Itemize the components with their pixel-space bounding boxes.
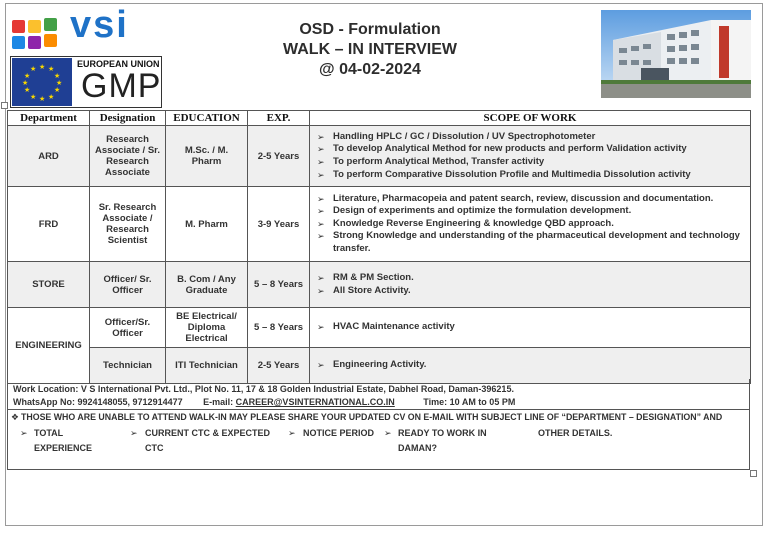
title-line-1: OSD - Formulation	[299, 21, 441, 38]
table-resize-handle[interactable]	[750, 470, 757, 477]
work-location: Work Location: V S International Pvt. Ltd., Plot No. 11, 17 & 18 Golden Industrial Estate, Dabhel Road, Daman-396215.	[13, 384, 514, 394]
department-cell: ARD	[8, 126, 90, 187]
interview-time: Time: 10 AM to 05 PM	[423, 397, 516, 407]
experience-cell: 5 – 8 Years	[248, 262, 310, 308]
eu-flag-icon: ★ ★ ★ ★ ★ ★ ★ ★ ★ ★ ★ ★	[12, 58, 72, 106]
detail-ready-to-work: READY TO WORK IN DAMAN?	[398, 428, 487, 453]
scope-item: ➢ Knowledge Reverse Engineering & knowledge QBD approach.	[313, 218, 747, 231]
job-openings-table	[7, 110, 751, 384]
scope-cell	[310, 187, 751, 262]
email-label: E-mail:	[203, 397, 234, 407]
table-row	[8, 126, 751, 187]
eu-label: EUROPEAN UNION	[77, 59, 160, 69]
education-cell: ITI Technician	[166, 348, 248, 384]
scope-item: ➢ To perform Analytical Method, Transfer activity	[313, 156, 747, 169]
arrow-icon: ➢	[288, 428, 296, 438]
education-cell: B. Com / Any Graduate	[166, 262, 248, 308]
header-experience: EXP.	[248, 111, 310, 126]
scope-item: ➢ RM & PM Section.	[313, 272, 747, 285]
contact-line	[7, 397, 750, 409]
header-designation: Designation	[90, 111, 166, 126]
scope-item: ➢ Strong Knowledge and understanding of the pharmaceutical development and technology transfer.	[313, 230, 747, 255]
scope-item: ➢ Literature, Pharmacopeia and patent search, review, discussion and documentation.	[313, 193, 747, 206]
table-row	[8, 308, 751, 348]
header-education: EDUCATION	[166, 111, 248, 126]
education-cell: M. Pharm	[166, 187, 248, 262]
scope-item: ➢ Design of experiments and optimize the formulation development.	[313, 205, 747, 218]
header-scope-of-work: SCOPE OF WORK	[310, 111, 751, 126]
gmp-label: GMP	[81, 67, 162, 105]
email-link[interactable]: CAREER@VSINTERNATIONAL.CO.IN	[235, 397, 395, 407]
title-line-2: WALK – IN INTERVIEW	[283, 41, 457, 58]
page-title	[220, 20, 520, 80]
vsi-dots-icon	[12, 20, 62, 50]
experience-cell: 3-9 Years	[248, 187, 310, 262]
vsi-logo-text: vsi	[70, 4, 129, 46]
diamond-bullet-icon: ❖	[11, 412, 19, 422]
gmp-badge	[10, 56, 162, 108]
scope-item: ➢ Handling HPLC / GC / Dissolution / UV Spectrophotometer	[313, 131, 747, 144]
arrow-icon: ➢	[384, 428, 392, 438]
footer-divider	[7, 409, 750, 410]
designation-cell: Officer/ Sr. Officer	[90, 262, 166, 308]
cv-notice	[7, 412, 750, 422]
arrow-icon: ➢	[20, 428, 28, 438]
experience-cell: 2-5 Years	[248, 126, 310, 187]
department-cell: FRD	[8, 187, 90, 262]
company-logo	[10, 4, 162, 106]
detail-total-experience: TOTAL EXPERIENCE	[34, 428, 93, 453]
department-cell: ENGINEERING	[8, 308, 90, 384]
scope-item: ➢ To perform Comparative Dissolution Profile and Multimedia Dissolution activity	[313, 169, 747, 182]
detail-other: OTHER DETAILS.	[538, 428, 613, 438]
vsi-logo	[10, 4, 162, 52]
experience-cell: 2-5 Years	[248, 348, 310, 384]
scope-cell	[310, 126, 751, 187]
education-cell: M.Sc. / M. Pharm	[166, 126, 248, 187]
cv-notice-text: THOSE WHO ARE UNABLE TO ATTEND WALK-IN MAY PLEASE SHARE YOUR UPDATED CV ON E-MAIL WITH SUBJECT LINE OF “DEPARTMENT – DESIGNATION” AND	[21, 412, 723, 422]
whatsapp-numbers: WhatsApp No: 9924148055, 9712914477	[13, 397, 183, 407]
table-row	[8, 187, 751, 262]
education-cell: BE Electrical/ Diploma Electrical	[166, 308, 248, 348]
department-cell: STORE	[8, 262, 90, 308]
title-line-3: @ 04-02-2024	[319, 61, 421, 78]
detail-ctc: CURRENT CTC & EXPECTED CTC	[145, 428, 271, 453]
detail-notice-period: NOTICE PERIOD	[303, 428, 375, 438]
arrow-icon: ➢	[130, 428, 138, 438]
table-resize-handle[interactable]	[1, 102, 8, 109]
header-department: Department	[8, 111, 90, 126]
designation-cell: Officer/Sr. Officer	[90, 308, 166, 348]
designation-cell: Technician	[90, 348, 166, 384]
table-header-row	[8, 111, 751, 126]
scope-item: ➢ Engineering Activity.	[313, 359, 747, 372]
factory-building-photo	[601, 10, 751, 98]
scope-item: ➢ To develop Analytical Method for new products and perform Validation activity	[313, 143, 747, 156]
scope-item: ➢ HVAC Maintenance activity	[313, 321, 747, 334]
experience-cell: 5 – 8 Years	[248, 308, 310, 348]
scope-cell	[310, 262, 751, 308]
scope-cell	[310, 308, 751, 348]
designation-cell: Sr. Research Associate / Research Scientist	[90, 187, 166, 262]
scope-item: ➢ All Store Activity.	[313, 285, 747, 298]
designation-cell: Research Associate / Sr. Research Associate	[90, 126, 166, 187]
table-row	[8, 262, 751, 308]
